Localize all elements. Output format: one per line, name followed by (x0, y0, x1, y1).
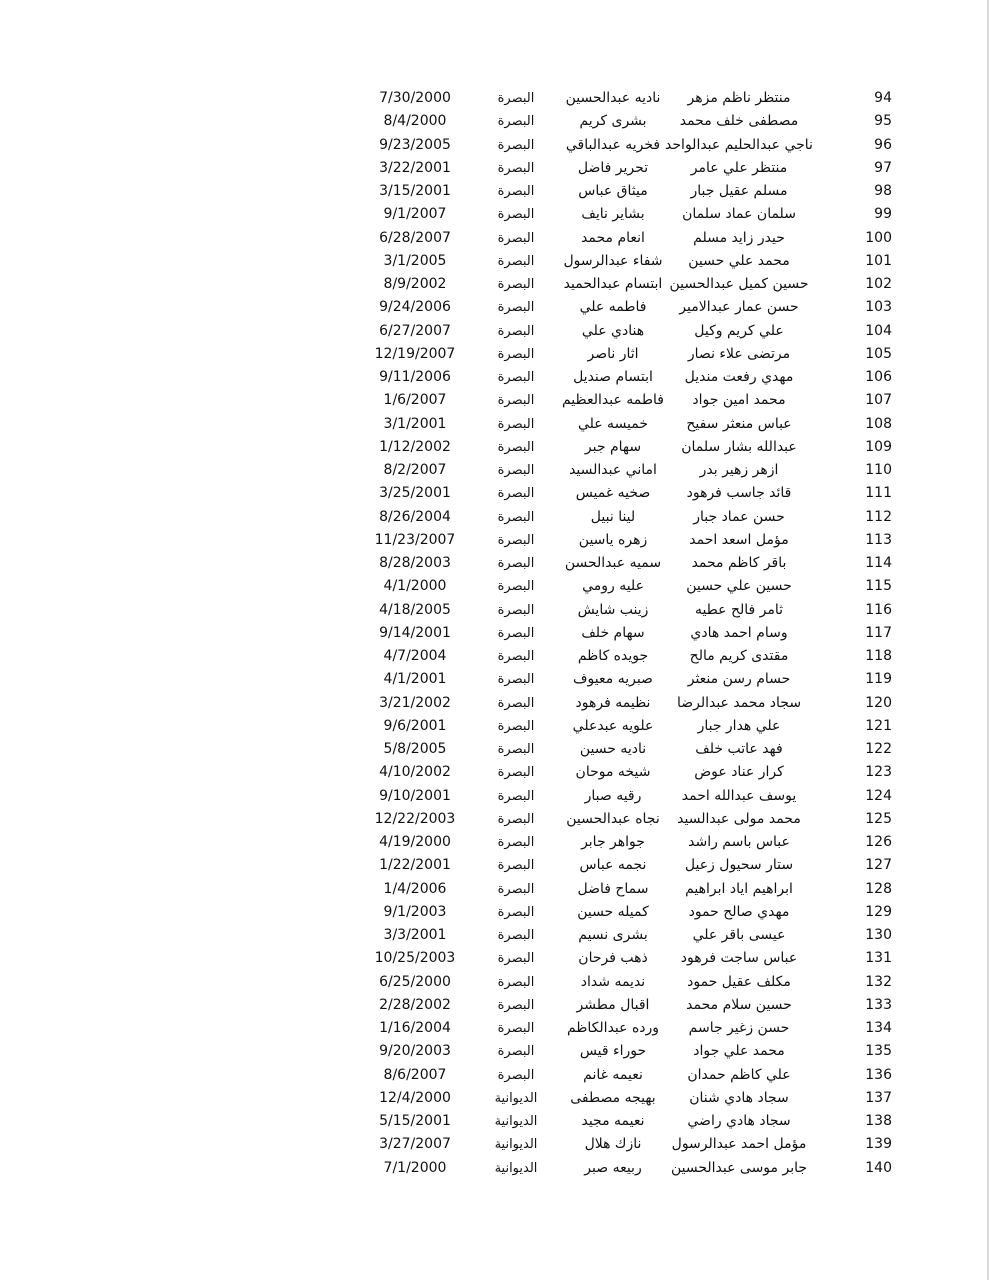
birth-date: 8/4/2000 (383, 113, 447, 130)
mother-name: زهره ياسين (578, 531, 648, 548)
city-name: البصرة (497, 160, 535, 176)
row-number: 132 (865, 973, 892, 990)
row-number: 109 (865, 438, 892, 455)
person-name: مسلم عقيل جبار (690, 183, 788, 199)
table-row (370, 692, 910, 715)
person-name: مهدي رفعت منديل (684, 369, 794, 385)
table-row (370, 901, 910, 924)
person-name: علي كاظم حمدان (687, 1066, 791, 1083)
birth-date: 3/15/2001 (379, 183, 451, 199)
birth-date: 5/15/2001 (379, 1113, 451, 1129)
birth-date: 4/1/2000 (383, 578, 447, 595)
city-name: البصرة (497, 695, 535, 711)
records-table (370, 87, 910, 1180)
city-name: البصرة (497, 904, 535, 920)
birth-date: 5/8/2005 (383, 741, 447, 757)
person-name: محمد علي جواد (693, 1043, 785, 1060)
mother-name: فاطمه علي (579, 299, 647, 316)
mother-name: نازك هلال (584, 1136, 642, 1153)
city-name: الديوانية (494, 1090, 538, 1106)
city-name: البصرة (497, 114, 535, 130)
birth-date: 1/22/2001 (379, 857, 451, 874)
birth-date: 7/1/2000 (383, 1159, 447, 1176)
birth-date: 8/9/2002 (383, 276, 447, 292)
city-name: البصرة (497, 416, 535, 432)
city-name: الديوانية (494, 1137, 538, 1153)
mother-name: ورده عبدالكاظم (566, 1020, 660, 1036)
table-row (370, 599, 910, 622)
mother-name: سهام خلف (581, 624, 645, 641)
table-row (370, 134, 910, 157)
person-name: ستار سحيول زعيل (684, 857, 794, 874)
birth-date: 8/28/2003 (379, 555, 451, 571)
city-name: البصرة (497, 439, 535, 455)
row-number: 129 (865, 903, 892, 920)
birth-date: 3/27/2007 (379, 1136, 451, 1153)
mother-name: لينا نبيل (590, 508, 636, 525)
birth-date: 9/24/2006 (379, 299, 451, 316)
mother-name: سماح فاضل (577, 880, 649, 897)
row-number: 112 (865, 508, 892, 525)
city-name: البصرة (497, 207, 535, 223)
row-number: 103 (865, 299, 892, 316)
table-row (370, 1040, 910, 1063)
row-number: 111 (865, 485, 892, 502)
row-number: 121 (865, 717, 892, 734)
birth-date: 3/25/2001 (379, 485, 451, 502)
mother-name: عليه رومي (582, 578, 644, 595)
person-name: مؤمل اسعد احمد (689, 531, 789, 548)
person-name: مصطفى خلف محمد (679, 113, 799, 130)
birth-date: 8/6/2007 (383, 1066, 447, 1083)
city-name: البصرة (497, 463, 535, 478)
person-name: سجاد هادي شنان (689, 1089, 789, 1106)
row-number: 131 (865, 950, 892, 967)
mother-name: سهام جبر (584, 438, 642, 455)
mother-name: فخريه عبدالباقي (565, 136, 661, 153)
birth-date: 4/18/2005 (379, 601, 451, 618)
birth-date: 1/16/2004 (379, 1020, 451, 1036)
birth-date: 3/21/2002 (379, 694, 451, 711)
city-name: البصرة (497, 881, 535, 897)
table-row (370, 227, 910, 250)
table-row (370, 1064, 910, 1087)
table-row (370, 529, 910, 552)
table-row (370, 273, 910, 296)
city-name: البصرة (497, 370, 535, 385)
mother-name: ذهب فرحان (578, 950, 648, 967)
row-number: 107 (865, 392, 892, 409)
table-row (370, 157, 910, 180)
birth-date: 4/7/2004 (383, 648, 447, 664)
mother-name: سميه عبدالحسن (564, 555, 662, 571)
city-name: البصرة (497, 974, 535, 990)
person-name: حسين علي حسين (686, 578, 792, 595)
row-number: 123 (865, 764, 892, 781)
mother-name: ناديه حسين (579, 741, 647, 757)
mother-name: ناديه عبدالحسين (565, 90, 661, 106)
row-number: 133 (865, 996, 892, 1013)
city-name: الديوانية (494, 1160, 538, 1176)
city-name: البصرة (497, 486, 535, 502)
city-name: البصرة (497, 509, 535, 525)
city-name: البصرة (497, 1067, 535, 1083)
city-name: البصرة (497, 579, 535, 595)
birth-date: 3/1/2001 (383, 415, 447, 432)
person-name: حسن عماد جبار (693, 508, 785, 525)
mother-name: هنادي علي (581, 322, 645, 339)
city-name: البصرة (497, 788, 535, 804)
row-number: 108 (865, 415, 892, 432)
city-name: البصرة (497, 1044, 535, 1060)
row-number: 94 (874, 90, 892, 106)
row-number: 124 (865, 787, 892, 804)
row-number: 113 (865, 531, 892, 548)
mother-name: رقيه صبار (584, 787, 642, 804)
table-row (370, 1017, 910, 1040)
row-number: 125 (865, 810, 892, 827)
table-row (370, 203, 910, 226)
mother-name: بشرى كريم (579, 113, 647, 130)
city-name: البصرة (497, 951, 535, 967)
row-number: 128 (865, 880, 892, 897)
table-row (370, 366, 910, 389)
row-number: 127 (865, 857, 892, 874)
mother-name: ابتسام صنديل (573, 369, 653, 385)
birth-date: 4/19/2000 (379, 834, 451, 850)
table-row (370, 761, 910, 784)
birth-date: 7/30/2000 (379, 90, 451, 106)
birth-date: 9/6/2001 (383, 717, 447, 734)
table-row (370, 1133, 910, 1156)
city-name: البصرة (497, 811, 535, 827)
row-number: 95 (874, 113, 892, 130)
mother-name: نعيمه مجيد (581, 1113, 645, 1129)
row-number: 117 (865, 624, 892, 641)
person-name: ازهر زهير بدر (699, 462, 779, 478)
city-name: الديوانية (494, 1114, 538, 1129)
city-name: البصرة (497, 277, 535, 292)
mother-name: ميثاق عباس (578, 183, 648, 199)
mother-name: اماني عبدالسيد (569, 462, 657, 478)
city-name: البصرة (497, 649, 535, 664)
row-number: 116 (865, 601, 892, 618)
person-name: مهدي صالح حمود (688, 903, 790, 920)
person-name: ابراهيم اياد ابراهيم (685, 880, 793, 897)
table-row (370, 971, 910, 994)
row-number: 139 (865, 1136, 892, 1153)
person-name: يوسف عبدالله احمد (681, 787, 797, 804)
person-name: علي كريم وكيل (694, 322, 784, 339)
birth-date: 9/1/2003 (383, 903, 447, 920)
table-row (370, 994, 910, 1017)
birth-date: 3/22/2001 (379, 159, 451, 176)
person-name: وسام احمد هادي (690, 624, 788, 641)
mother-name: صبريه معيوف (573, 671, 653, 688)
mother-name: صخيه غميس (575, 485, 651, 502)
person-name: محمد مولى عبدالسيد (677, 810, 801, 827)
row-number: 120 (865, 694, 892, 711)
birth-date: 6/27/2007 (379, 322, 451, 339)
birth-date: 3/3/2001 (383, 927, 447, 943)
row-number: 126 (865, 834, 892, 850)
city-name: البصرة (497, 230, 535, 246)
mother-name: ابتسام عبدالحميد (563, 276, 663, 292)
birth-date: 2/28/2002 (379, 996, 451, 1013)
mother-name: كميله حسين (577, 903, 649, 920)
mother-name: ربيعه صبر (584, 1159, 642, 1176)
birth-date: 9/20/2003 (379, 1043, 451, 1060)
city-name: البصرة (497, 393, 535, 409)
person-name: مرتضى علاء نصار (687, 345, 791, 362)
row-number: 114 (865, 555, 892, 571)
birth-date: 9/14/2001 (379, 624, 451, 641)
table-row (370, 413, 910, 436)
person-name: مؤمل احمد عبدالرسول (671, 1136, 807, 1153)
mother-name: تحرير فاضل (577, 159, 649, 176)
table-row (370, 668, 910, 691)
row-number: 104 (865, 322, 892, 339)
table-row (370, 389, 910, 412)
birth-date: 9/23/2005 (379, 136, 451, 153)
birth-date: 4/1/2001 (383, 671, 447, 688)
birth-date: 8/2/2007 (383, 462, 447, 478)
row-number: 118 (865, 648, 892, 664)
birth-date: 10/25/2003 (374, 950, 456, 967)
table-row (370, 110, 910, 133)
table-row (370, 1087, 910, 1110)
birth-date: 6/28/2007 (379, 229, 451, 246)
city-name: البصرة (497, 928, 535, 943)
row-number: 100 (865, 229, 892, 246)
table-row (370, 459, 910, 482)
table-row (370, 924, 910, 947)
birth-date: 1/12/2002 (379, 438, 451, 455)
city-name: البصرة (497, 323, 535, 339)
person-name: منتظر علي عامر (690, 159, 788, 176)
mother-name: حوراء قيس (579, 1043, 647, 1060)
birth-date: 9/1/2007 (383, 206, 447, 223)
row-number: 99 (874, 206, 892, 223)
row-number: 137 (865, 1089, 892, 1106)
city-name: البصرة (497, 835, 535, 850)
mother-name: جويده كاظم (577, 648, 649, 664)
mother-name: اثار ناصر (587, 345, 639, 362)
table-row (370, 854, 910, 877)
person-name: علي هدار جبار (697, 717, 781, 734)
city-name: البصرة (497, 91, 535, 106)
birth-date: 4/10/2002 (379, 764, 451, 781)
mother-name: اقبال مطشر (576, 996, 650, 1013)
table-row (370, 320, 910, 343)
table-row (370, 785, 910, 808)
person-name: حسام رسن منعثر (687, 671, 791, 688)
row-number: 101 (865, 252, 892, 269)
person-name: عباس منعثر سفيح (686, 415, 792, 432)
person-name: محمد امين جواد (692, 392, 786, 409)
row-number: 119 (865, 671, 892, 688)
city-name: البصرة (497, 858, 535, 874)
row-number: 122 (865, 741, 892, 757)
person-name: حسن زغير جاسم (688, 1020, 790, 1036)
person-name: حسين كميل عبدالحسين (669, 276, 809, 292)
mother-name: نظيمه فرهود (575, 694, 651, 711)
row-number: 96 (874, 136, 892, 153)
table-row (370, 180, 910, 203)
city-name: البصرة (497, 556, 535, 571)
row-number: 97 (874, 159, 892, 176)
mother-name: انعام محمد (581, 229, 645, 246)
table-row (370, 506, 910, 529)
mother-name: زينب شايش (577, 601, 649, 618)
person-name: حسن عمار عبدالامير (679, 299, 799, 316)
person-name: ناجي عبدالحليم عبدالواحد (665, 136, 813, 153)
table-row (370, 622, 910, 645)
person-name: حسين سلام محمد (686, 996, 792, 1013)
city-name: البصرة (497, 1021, 535, 1036)
row-number: 106 (865, 369, 892, 385)
birth-date: 6/25/2000 (379, 973, 451, 990)
person-name: سجاد هادي راضي (687, 1113, 791, 1129)
city-name: البصرة (497, 137, 535, 153)
row-number: 138 (865, 1113, 892, 1129)
city-name: البصرة (497, 997, 535, 1013)
city-name: البصرة (497, 532, 535, 548)
mother-name: بهيجه مصطفى (570, 1089, 656, 1106)
table-row (370, 808, 910, 831)
birth-date: 12/22/2003 (374, 810, 456, 827)
mother-name: علويه عبدعلي (572, 717, 654, 734)
table-row (370, 296, 910, 319)
city-name: البصرة (497, 718, 535, 734)
person-name: منتظر ناظم مزهر (687, 90, 791, 106)
person-name: ثامر فالح عطيه (694, 601, 784, 618)
birth-date: 12/4/2000 (379, 1089, 451, 1106)
row-number: 134 (865, 1020, 892, 1036)
table-row (370, 436, 910, 459)
row-number: 136 (865, 1066, 892, 1083)
person-name: سلمان عماد سلمان (682, 206, 796, 223)
mother-name: بشرى نسيم (578, 927, 648, 943)
row-number: 102 (865, 276, 892, 292)
table-row (370, 552, 910, 575)
table-row (370, 878, 910, 901)
city-name: البصرة (497, 672, 535, 688)
city-name: البصرة (497, 184, 535, 199)
table-row (370, 575, 910, 598)
person-name: كرار عناد عوض (694, 764, 784, 781)
row-number: 98 (874, 183, 892, 199)
birth-date: 12/19/2007 (374, 345, 456, 362)
person-name: جابر موسى عبدالحسين (670, 1159, 808, 1176)
person-name: عبدالله بشار سلمان (681, 438, 797, 455)
city-name: البصرة (497, 253, 535, 269)
table-row (370, 645, 910, 668)
birth-date: 9/10/2001 (379, 787, 451, 804)
table-row (370, 831, 910, 854)
city-name: البصرة (497, 742, 535, 757)
table-row (370, 482, 910, 505)
person-name: حيدر زايد مسلم (693, 229, 785, 246)
table-row (370, 715, 910, 738)
mother-name: شيخه موحان (575, 764, 651, 781)
person-name: سجاد محمد عبدالرضا (676, 694, 802, 711)
person-name: عيسى باقر علي (692, 927, 786, 943)
person-name: فهد عاتب خلف (695, 741, 783, 757)
table-row (370, 947, 910, 970)
mother-name: نعيمه غانم (583, 1066, 643, 1083)
person-name: مقتدى كريم مالح (689, 648, 789, 664)
person-name: قائد جاسب فرهود (686, 485, 792, 502)
city-name: البصرة (497, 300, 535, 316)
row-number: 115 (865, 578, 892, 595)
mother-name: فاطمه عبدالعظيم (561, 392, 664, 409)
person-name: عباس ساجت فرهود (680, 950, 798, 967)
table-row (370, 738, 910, 761)
row-number: 140 (865, 1159, 892, 1176)
mother-name: شفاء عبدالرسول (563, 252, 663, 269)
row-number: 130 (865, 927, 892, 943)
row-number: 110 (865, 462, 892, 478)
city-name: البصرة (497, 346, 535, 362)
table-row (370, 1110, 910, 1133)
table-row (370, 1157, 910, 1180)
mother-name: نديمه شداد (580, 973, 646, 990)
person-name: باقر كاظم محمد (691, 555, 787, 571)
table-row (370, 87, 910, 110)
row-number: 105 (865, 345, 892, 362)
row-number: 135 (865, 1043, 892, 1060)
city-name: البصرة (497, 602, 535, 618)
person-name: مكلف عقيل حمود (687, 973, 791, 990)
birth-date: 1/6/2007 (383, 392, 447, 409)
birth-date: 8/26/2004 (379, 508, 451, 525)
mother-name: جواهر جابر (581, 834, 645, 850)
person-name: عباس باسم راشد (688, 834, 790, 850)
birth-date: 1/4/2006 (383, 880, 447, 897)
person-name: محمد علي حسين (688, 252, 790, 269)
birth-date: 11/23/2007 (374, 531, 456, 548)
mother-name: نجاه عبدالحسين (566, 810, 660, 827)
mother-name: بشاير نايف (581, 206, 645, 223)
mother-name: خميسه علي (577, 415, 649, 432)
table-row (370, 250, 910, 273)
mother-name: نجمه عباس (579, 857, 647, 874)
city-name: البصرة (497, 765, 535, 781)
city-name: البصرة (497, 625, 535, 641)
table-row (370, 343, 910, 366)
birth-date: 9/11/2006 (379, 369, 451, 385)
birth-date: 3/1/2005 (383, 252, 447, 269)
